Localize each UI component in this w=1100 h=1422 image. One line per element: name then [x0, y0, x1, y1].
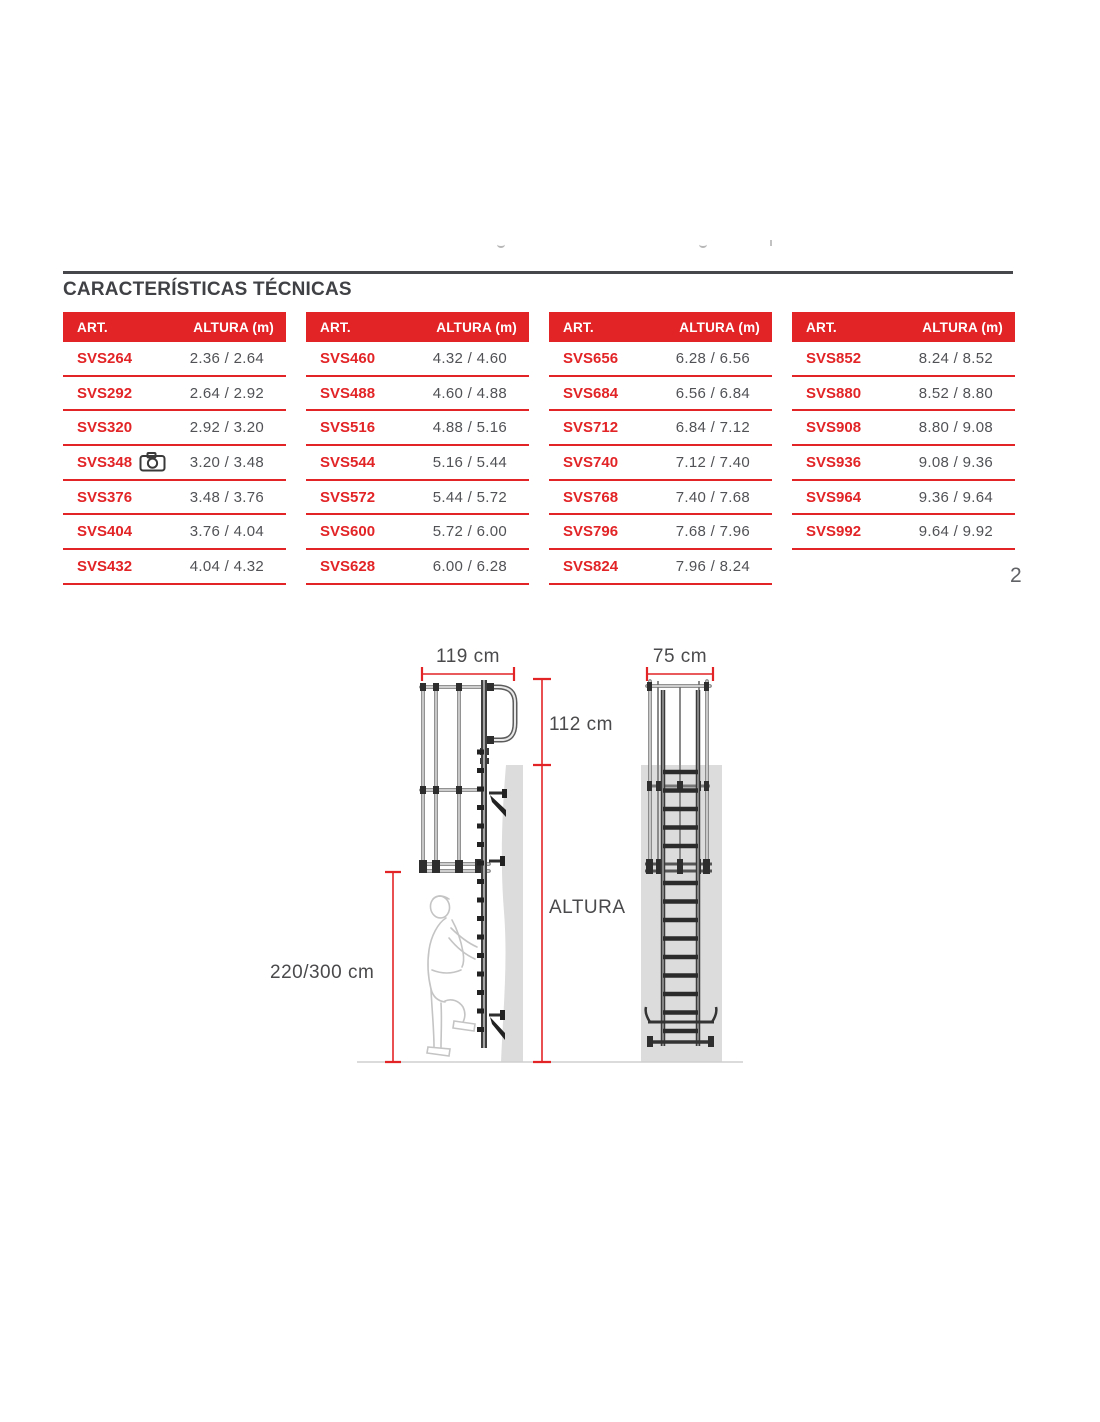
- person-figure: [427, 895, 477, 1056]
- altura-value: 8.24 / 8.52: [918, 349, 993, 367]
- page-number: 2: [1010, 564, 1022, 587]
- altura-value: 8.80 / 9.08: [918, 419, 993, 437]
- table-row: [306, 515, 529, 550]
- altura-value: 6.56 / 6.84: [675, 384, 750, 402]
- table-row: [549, 550, 772, 585]
- altura-value: 4.88 / 5.16: [432, 419, 507, 437]
- altura-value: 7.12 / 7.40: [675, 453, 750, 471]
- section-divider: [63, 271, 1013, 274]
- table-row: [792, 411, 1015, 446]
- artifact-mark: [699, 241, 707, 248]
- article-code: SVS992: [806, 523, 862, 541]
- table-row: [306, 342, 529, 377]
- article-code: SVS460: [320, 349, 376, 367]
- altura-value: 5.72 / 6.00: [432, 523, 507, 541]
- altura-value: 3.20 / 3.48: [189, 453, 264, 471]
- dim-handrail-height-label: 112 cm: [549, 714, 613, 735]
- table-body: [306, 342, 529, 585]
- table-row: [63, 550, 286, 585]
- article-code: SVS824: [563, 557, 619, 575]
- table-row: [306, 446, 529, 481]
- article-code: SVS628: [320, 557, 376, 575]
- table-row: [306, 550, 529, 585]
- altura-value: 9.64 / 9.92: [918, 523, 993, 541]
- col-altura-header: ALTURA (m): [436, 319, 517, 335]
- altura-value: 7.40 / 7.68: [675, 488, 750, 506]
- ladder-technical-drawing: [0, 630, 1100, 1110]
- table-body: [792, 342, 1015, 550]
- table-row: [792, 342, 1015, 377]
- article-code: SVS908: [806, 419, 862, 437]
- dim-total-height-label: ALTURA: [549, 897, 626, 918]
- table-row: [792, 481, 1015, 516]
- table-row: [63, 411, 286, 446]
- table-row: [792, 446, 1015, 481]
- table-row: [549, 411, 772, 446]
- altura-value: 9.08 / 9.36: [918, 453, 993, 471]
- article-code: SVS348: [77, 453, 133, 471]
- altura-value: 6.00 / 6.28: [432, 557, 507, 575]
- article-code: SVS796: [563, 523, 619, 541]
- col-altura-header: ALTURA (m): [679, 319, 760, 335]
- article-code: SVS656: [563, 349, 619, 367]
- spec-table: [792, 312, 1015, 585]
- table-row: [63, 481, 286, 516]
- table-row: [792, 377, 1015, 412]
- table-row: [549, 377, 772, 412]
- section-title: CARACTERÍSTICAS TÉCNICAS: [63, 279, 352, 300]
- altura-value: 5.44 / 5.72: [432, 488, 507, 506]
- table-header: [792, 312, 1015, 342]
- article-code: SVS544: [320, 453, 376, 471]
- side-view-ladder-rail: [477, 680, 484, 1048]
- table-row: [63, 515, 286, 550]
- table-row: [306, 377, 529, 412]
- article-code: SVS852: [806, 349, 862, 367]
- altura-value: 3.48 / 3.76: [189, 488, 264, 506]
- table-row: [549, 515, 772, 550]
- table-row: [63, 446, 286, 481]
- table-row: [549, 446, 772, 481]
- camera-icon: [139, 452, 166, 472]
- article-code: SVS936: [806, 453, 862, 471]
- article-code: SVS320: [77, 419, 133, 437]
- article-code: SVS964: [806, 488, 862, 506]
- altura-value: 6.28 / 6.56: [675, 349, 750, 367]
- spec-table: [549, 312, 772, 585]
- table-row: [63, 377, 286, 412]
- article-code: SVS880: [806, 384, 862, 402]
- table-row: [792, 515, 1015, 550]
- altura-value: 5.16 / 5.44: [432, 453, 507, 471]
- spec-table: [306, 312, 529, 585]
- table-body: [549, 342, 772, 585]
- altura-value: 2.64 / 2.92: [189, 384, 264, 402]
- article-code: SVS516: [320, 419, 376, 437]
- table-header: [549, 312, 772, 342]
- article-code: SVS404: [77, 523, 133, 541]
- dim-side-width-label: 119 cm: [436, 646, 500, 667]
- artifact-mark: [497, 241, 505, 248]
- col-art-header: ART.: [77, 319, 108, 335]
- article-code: SVS488: [320, 384, 376, 402]
- tables-row: [63, 312, 1015, 585]
- altura-value: 3.76 / 4.04: [189, 523, 264, 541]
- table-row: [549, 481, 772, 516]
- table-row: [63, 342, 286, 377]
- altura-value: 2.92 / 3.20: [189, 419, 264, 437]
- article-code: SVS376: [77, 488, 133, 506]
- dim-cage-base-height-label: 220/300 cm: [270, 962, 375, 983]
- article-code: SVS432: [77, 557, 133, 575]
- article-code: SVS712: [563, 419, 619, 437]
- col-art-header: ART.: [563, 319, 594, 335]
- altura-value: 8.52 / 8.80: [918, 384, 993, 402]
- article-code: SVS600: [320, 523, 376, 541]
- table-header: [306, 312, 529, 342]
- col-art-header: ART.: [806, 319, 837, 335]
- altura-value: 4.04 / 4.32: [189, 557, 264, 575]
- article-code: SVS572: [320, 488, 376, 506]
- spec-table: [63, 312, 286, 585]
- article-code: SVS684: [563, 384, 619, 402]
- col-altura-header: ALTURA (m): [193, 319, 274, 335]
- altura-value: 9.36 / 9.64: [918, 488, 993, 506]
- article-code: SVS740: [563, 453, 619, 471]
- artifact-mark: [770, 240, 772, 246]
- altura-value: 6.84 / 7.12: [675, 419, 750, 437]
- altura-value: 2.36 / 2.64: [189, 349, 264, 367]
- table-header: [63, 312, 286, 342]
- table-row: [306, 481, 529, 516]
- altura-value: 4.32 / 4.60: [432, 349, 507, 367]
- dim-front-width-label: 75 cm: [652, 646, 708, 667]
- altura-value: 7.96 / 8.24: [675, 557, 750, 575]
- table-row: [306, 411, 529, 446]
- altura-value: 7.68 / 7.96: [675, 523, 750, 541]
- article-code: SVS264: [77, 349, 133, 367]
- article-code: SVS292: [77, 384, 133, 402]
- table-row: [549, 342, 772, 377]
- altura-value: 4.60 / 4.88: [432, 384, 507, 402]
- article-code: SVS768: [563, 488, 619, 506]
- col-altura-header: ALTURA (m): [922, 319, 1003, 335]
- table-body: [63, 342, 286, 585]
- col-art-header: ART.: [320, 319, 351, 335]
